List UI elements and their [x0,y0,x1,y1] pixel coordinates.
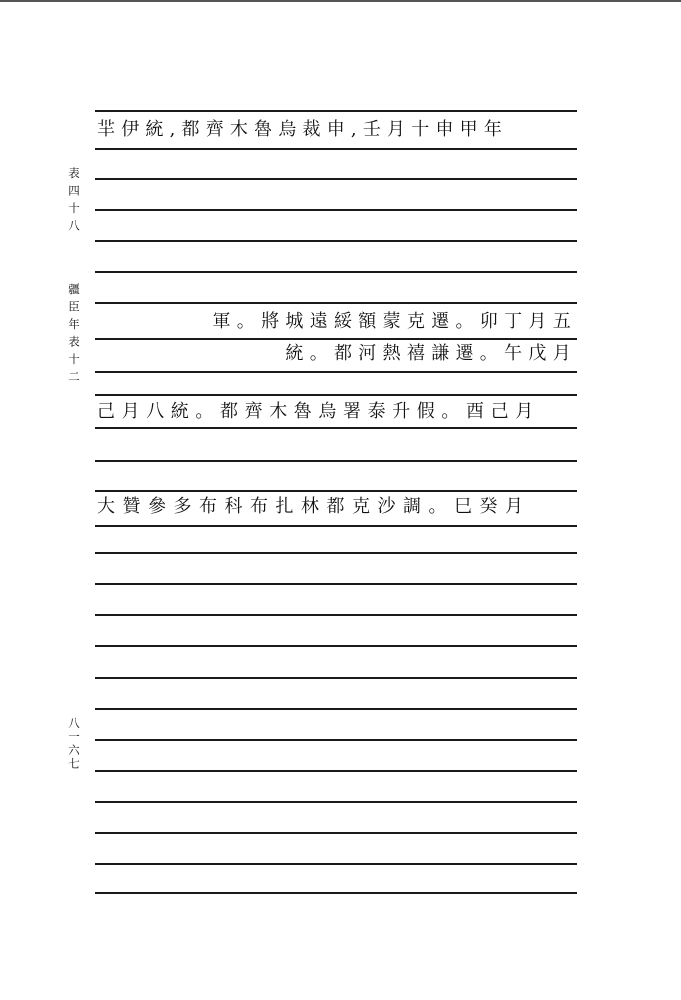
table-rule [95,708,577,710]
chapter-label [66,283,82,388]
table-rule [95,525,577,527]
table-rule [95,338,577,340]
table-rule [95,460,577,462]
table-row-text: 羋伊統,都齊木魯烏裁申,壬月十申甲年 [97,119,509,140]
table-row-text: 大贊參多布科布扎林都克沙調。巳癸月 [97,496,531,517]
table-rule [95,770,577,772]
table-rule [95,645,577,647]
table-rule [95,801,577,803]
table-rule [95,739,577,741]
table-row-text: 己月八統。都齊木魯烏署泰升假。酉己月 [97,401,540,422]
table-rule [95,371,577,373]
table-rule [95,209,577,211]
table-rule [95,394,577,396]
table-rule [95,427,577,429]
table-rule [95,302,577,304]
table-rule [95,110,577,112]
table-rule [95,832,577,834]
table-rule [95,552,577,554]
section-label [66,167,82,237]
page-number-text: 八一六七 [67,717,81,771]
top-border [0,0,681,2]
table-rule [95,178,577,180]
page-number [66,717,82,771]
table-rule [95,614,577,616]
section-label-text: 表四十八 [67,167,81,237]
table-row-text: 統。都河熱禧謙遷。午戊月 [285,343,577,364]
table-rule [95,490,577,492]
table-row-text: 軍。將城遠綏額蒙克遷。卯丁月五 [212,311,577,332]
table-rule [95,677,577,679]
table-rule [95,240,577,242]
table-rule [95,271,577,273]
table-rule [95,863,577,865]
table-rule [95,148,577,150]
table-rule [95,892,577,894]
chapter-label-text: 疆臣年表十二 [67,283,81,388]
table-rule [95,583,577,585]
